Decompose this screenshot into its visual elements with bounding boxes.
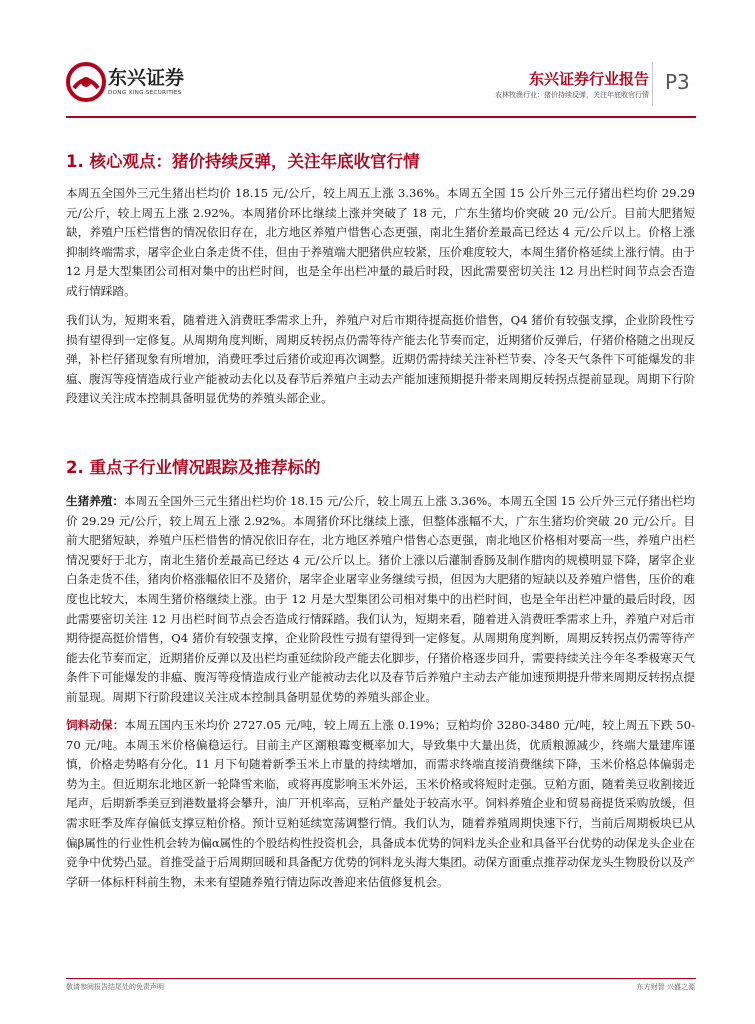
report-subtitle: 农林牧渔行业：猪价持续反弹，关注年底收官行情 xyxy=(495,91,649,99)
company-logo xyxy=(66,60,188,106)
hog-farming-paragraph xyxy=(66,492,695,708)
hog-farming-text: 本周五全国外三元生猪出栏均价 18.15 元/公斤，较上周五上涨 3.36%。本周五全国 15 公斤外三元仔猪出栏均价 29.29 元/公斤，较上周五上涨 2.92%。本周猪价环比继续上涨，但整体涨幅不大，广东生猪均价突破 20 元/公斤。目前大肥猪短缺，养殖户压栏惜售的情况依旧存在，北方地区养殖户惜售心态更强，南北地区价格相对要高一些，养殖户出栏情况要好于北方，南北生猪价差最高已经达 4 元/公斤以上。猪价上涨以后灌制香肠及制作腊肉的规模明显下降，屠宰企业白条走货不佳，猪肉价格涨幅依旧不及猪价，屠宰企业屠宰业务继续亏损，但因为大肥猪的短缺以及养殖户惜售，压价的难度也比较大，本周生猪价格继续上涨。由于 12 月是大型集团公司相对集中的出栏时间，也是全年出栏冲量的最后时段，因此需要密切关注 12 月出栏时间节点会否造成行情踩踏。我们认为，短期来看，随着进入消费旺季需求上升，养殖户对后市期待提高挺价惜售，Q4 猪价有较强支撑，企业阶段性亏损有望得到一定修复。从周期角度判断，周期反转拐点仍需等待产能去化节奏而定，近期猪价反弹以及出栏均重延续阶段产能去化脚步，仔猪价格逐步回升，需要持续关注今年冬季极寒天气条件下可能爆发的非瘟、腹泻等疫情造成行业产能被动去化以及春节后养殖户主动去产能加速预期提升带来周期反转拐点提前显现。周期下行阶段建议关注成本控制具备明显优势的养殖头部企业。 xyxy=(66,494,696,704)
logo-name: 东兴证券 xyxy=(108,67,185,89)
feed-animal-health-text: 本周五国内玉米均价 2727.05 元/吨，较上周五上涨 0.19%；豆粕均价 3280-3480 元/吨，较上周五下跌 50-70 元/吨。本周玉米价格偏稳运行。目前主产区潮粮霉变概率加大，导致集中大量出货，优质粮源减少，终端大量建库谨慎，价格走势略有分化。11 月下旬随着新季玉米上市量的持续增加，而需求终端直接消费继续下降，玉米价格总体偏弱走势为主。但近期东北地区新一轮降雪来临，或将再度影响玉米外运，玉米价格或将短时走强。豆粕方面，随着美豆收割接近尾声，后期新季美豆到港数量将会攀升，油厂开机率高，豆粕产量处于较高水平。饲料养殖企业和贸易商提货采购放缓，但需求旺季及库存偏低支撑豆粕价格。预计豆粕延续宽荡调整行情。我们认为，随着养殖周期快速下行，当前后周期板块已从偏β属性的行业性机会转为偏α属性的个股结构性投资机会，具备成本优势的饲料龙头企业和具备平台优势的动保龙头企业在竞争中优势凸显。首推受益于后周期回暖和具备配方优势的饲料龙头海大集团。动保方面重点推荐动保龙头生物股份以及产学研一体标杆科前生物，未来有望随养殖行情边际改善迎来估值修复机会。 xyxy=(66,718,696,889)
section-heading-core-view: 1. 核心观点：猪价持续反弹，关注年底收官行情 xyxy=(66,152,420,171)
feed-animal-health-paragraph xyxy=(66,716,695,892)
section-heading-subsectors: 2. 重点子行业情况跟踪及推荐标的 xyxy=(66,458,321,477)
footer-disclaimer: 敬请参阅报告结尾处的免责声明 xyxy=(66,983,164,991)
core-view-paragraph-2: 我们认为，短期来看，随着进入消费旺季需求上升，养殖户对后市期待提高挺价惜售，Q4 猪价有较强支撑，企业阶段性亏损有望得到一定修复。从周期角度判断，周期反转拐点仍需等待产能去化节奏而定，近期猪价反弹后，仔猪价格随之出现反弹，补栏仔猪现象有所增加，消费旺季过后猪价或迎再次调整。近期仍需持续关注补栏节奏、冷冬天气条件下可能爆发的非瘟、腹泻等疫情造成行业产能被动去化以及春节后养殖户主动去产能加速预期提升带来周期反转拐点提前显现。周期下行阶段建议关注成本控制具备明显优势的养殖头部企业。 xyxy=(66,313,695,406)
footer-slogan: 东方财智 兴盛之源 xyxy=(636,983,695,991)
page-number: P3 xyxy=(665,70,690,94)
report-title: 东兴证券行业报告 xyxy=(528,70,649,88)
header-rule xyxy=(66,116,696,118)
footer-rule xyxy=(66,978,696,979)
header-divider xyxy=(652,62,653,106)
core-view-paragraph-1: 本周五全国外三元生猪出栏均价 18.15 元/公斤，较上周五上涨 3.36%。本周五全国 15 公斤外三元仔猪出栏均价 29.29 元/公斤，较上周五上涨 2.92%。本周猪价环比继续上涨并突破了 18 元，广东生猪均价突破 20 元/公斤。目前大肥猪短缺，养殖户压栏惜售的情况依旧存在，北方地区养殖户惜售心态更强，南北生猪价差最高已经达 4 元/公斤以上。价格上涨抑制终端需求，屠宰企业白条走货不佳，但由于养殖端大肥猪供应较紧，压价难度较大，本周生猪价格延续上涨行情。由于 12 月是大型集团公司相对集中的出栏时间，也是全年出栏冲量的最后时段，因此需要密切关注 12 月出栏时间节点会否造成行情踩踏。 xyxy=(66,186,695,298)
dongxing-logo-icon xyxy=(66,62,106,102)
hog-farming-lead: 生猪养殖： xyxy=(66,494,124,508)
feed-animal-health-lead: 饲料动保： xyxy=(66,718,125,732)
logo-english-name: DONG XING SECURITIES xyxy=(108,90,182,96)
